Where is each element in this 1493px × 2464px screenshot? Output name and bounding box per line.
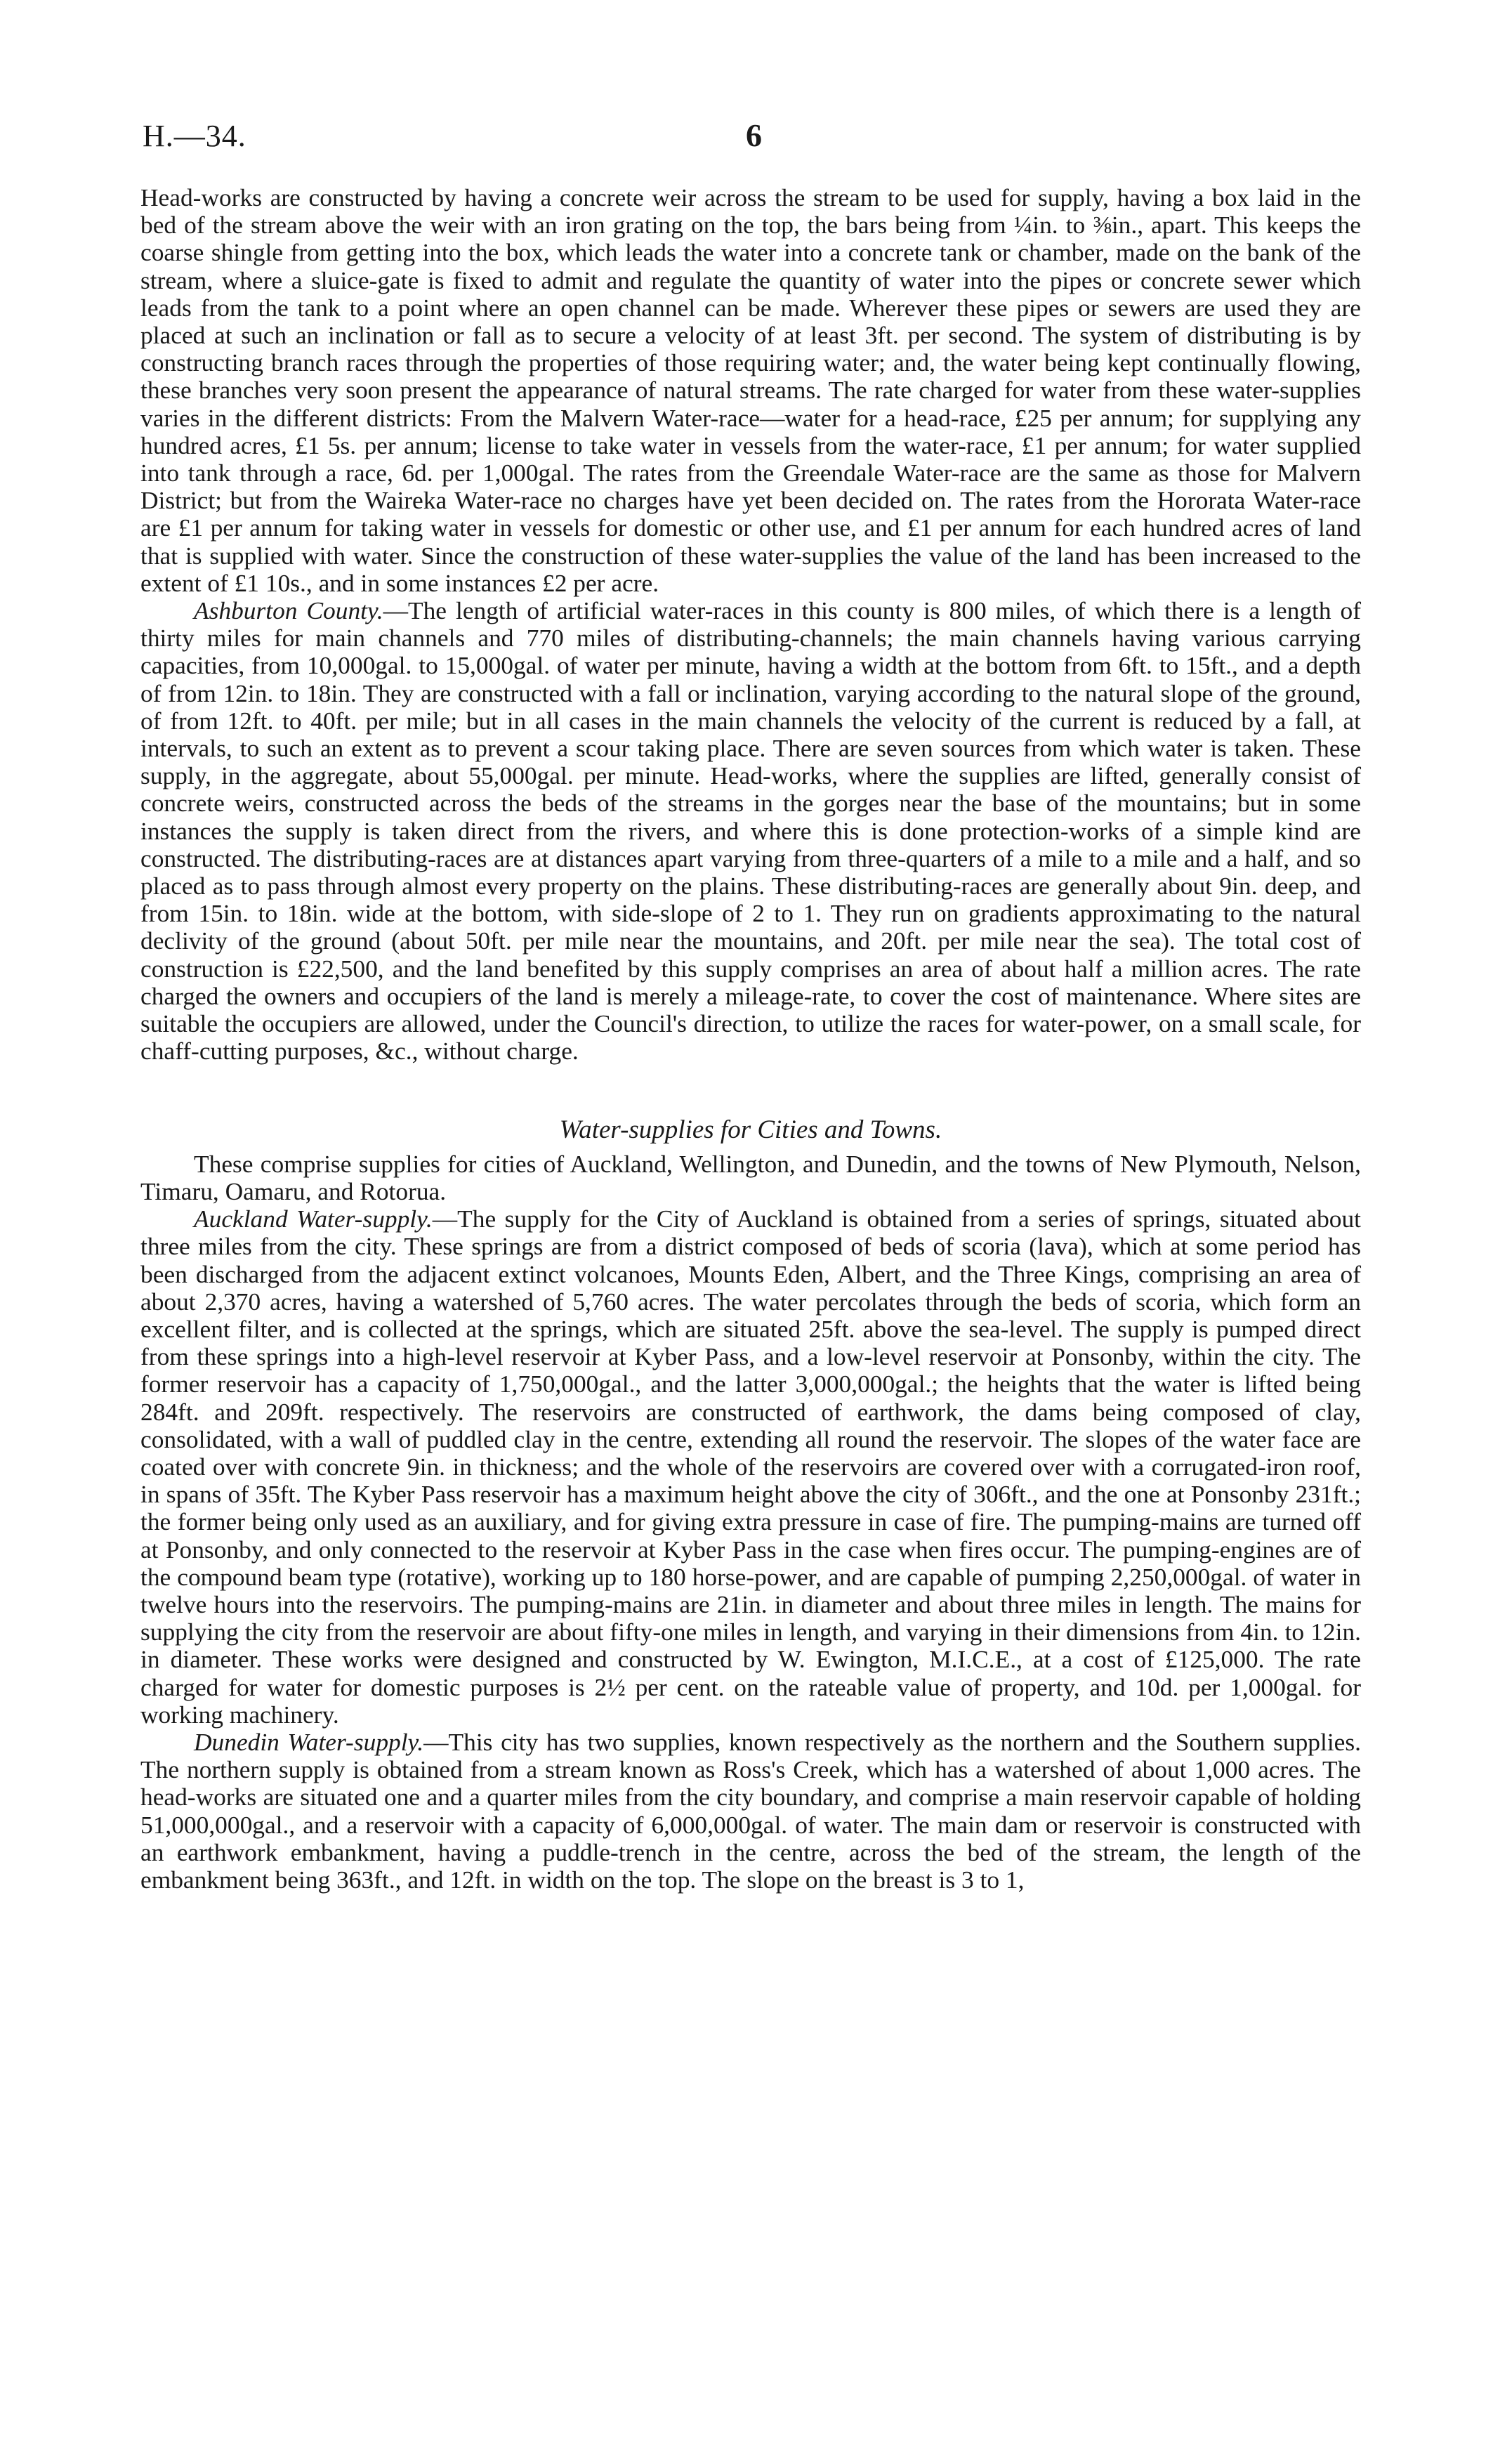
page-reference: H.—34. — [143, 119, 246, 153]
page-number: 6 — [746, 117, 762, 153]
auckland-lead: Auckland Water-supply. — [194, 1205, 433, 1233]
dunedin-text: —This city has two supplies, known respectively as the northern and the Southern supplies. The northern supply is obtained from a stream known as Ross's Creek, which has a watershed of about 1,000 acres. The head-works are situated one and a quarter miles from the city boundary, and comprise a main reservoir capable of holding 51,000,000gal., and a reservoir with a capacity of 6,000,000gal. of water. The main dam or reservoir is constructed with an earthwork embankment, having a puddle-trench in the centre, across the bed of the stream, the length of the embankment being 363ft., and 12ft. in width on the top. The slope on the breast is 3 to 1, — [140, 1727, 1361, 1894]
body-text — [140, 184, 1361, 1894]
section-heading: Water-supplies for Cities and Towns. — [559, 1115, 942, 1144]
dunedin-lead: Dunedin Water-supply. — [194, 1727, 424, 1756]
ashburton-lead: Ashburton County. — [194, 596, 383, 625]
paragraph-dunedin — [140, 1729, 1361, 1894]
ashburton-text: —The length of artificial water-races in this county is 800 miles, of which there is a length of thirty miles for main channels and 770 miles of distributing-channels; the main channels having various carrying capacities, from 10,000gal. to 15,000gal. of water per minute, having a width at the bottom from 6ft. to 15ft., and a depth of from 12in. to 18in. They are constructed with a fall or inclination, varying according to the natural slope of the ground, of from 12ft. to 40ft. per mile; but in all cases in the main channels the velocity of the current is reduced by a fall, at intervals, to such an extent as to prevent a scour taking place. There are seven sources from which water is taken. These supply, in the aggregate, about 55,000gal. per minute. Head-works, where the supplies are lifted, generally consist of concrete weirs, constructed across the beds of the streams in the gorges near the base of the mountains; but in some instances the supply is taken direct from the rivers, and where this is done protection-works of a simple kind are constructed. The distributing-races are at distances apart varying from three-quarters of a mile to a mile and a half, and so placed as to pass through almost every property on the plains. These distributing-races are generally about 9in. deep, and from 15in. to 18in. wide at the bottom, with side-slope of 2 to 1. They run on gradients approximating to the natural declivity of the ground (about 50ft. per mile near the mountains, and 20ft. per mile near the sea). The total cost of construction is £22,500, and the land benefited by this supply comprises an area of about half a million acres. The rate charged the owners and occupiers of the land is merely a mileage-rate, to cover the cost of maintenance. Where sites are suitable the occupiers are allowed, under the Council's direction, to utilize the races for water-power, on a small scale, for chaff-cutting purposes, &c., without charge. — [140, 596, 1362, 1066]
paragraph-head-works: Head-works are constructed by having a concrete weir across the stream to be used for supply, having a box laid in the bed of the stream above the weir with an iron grating on the top, the bars being from ¼in. to ⅜in., apart. This keeps the coarse shingle from getting into the box, which leads the water into a concrete tank or chamber, made on the bank of the stream, where a sluice-gate is fixed to admit and regulate the quantity of water into the pipes or concrete sewer which leads from the tank to a point where an open channel can be made. Wherever these pipes or sewers are used they are placed at such an inclination or fall as to secure a velocity of at least 3ft. per second. The system of distributing is by constructing branch races through the properties of those requiring water; and, the water being kept continually flowing, these branches very soon present the appearance of natural streams. The rate charged for water from these water-supplies varies in the different districts: From the Malvern Water-race—water for a head-race, £25 per annum; for supplying any hundred acres, £1 5s. per annum; license to take water in vessels from the water-race, £1 per annum; for water supplied into tank through a race, 6d. per 1,000gal. The rates from the Greendale Water-race are the same as those for Malvern District; but from the Waireka Water-race no charges have yet been decided on. The rates from the Hororata Water-race are £1 per annum for taking water in vessels for domestic or other use, and £1 per annum for each hundred acres of land that is supplied with water. Since the construction of these water-supplies the value of the land has been increased to the extent of £1 10s., and in some instances £2 per acre. — [140, 183, 1361, 597]
paragraph-auckland — [140, 1205, 1361, 1729]
auckland-text: —The supply for the City of Auckland is obtained from a series of springs, situated about three miles from the city. These springs are from a district composed of beds of scoria (lava), which at some period has been discharged from the adjacent extinct volcanoes, Mounts Eden, Albert, and the Three Kings, comprising an area of about 2,370 acres, having a watershed of 5,760 acres. The water percolates through the beds of scoria, which form an excellent filter, and is collected at the springs, which are situated 25ft. above the sea-level. The supply is pumped direct from these springs into a high-level reservoir at Kyber Pass, and a low-level reservoir at Ponsonby, within the city. The former reservoir has a capacity of 1,750,000gal., and the latter 3,000,000gal.; the heights that the water is lifted being 284ft. and 209ft. respectively. The reservoirs are constructed of earthwork, the dams being composed of clay, consolidated, with a wall of puddled clay in the centre, extending all round the reservoir. The slopes of the water face are coated over with concrete 9in. in thickness; and the whole of the reservoirs are covered over with a corrugated-iron roof, in spans of 35ft. The Kyber Pass reservoir has a maximum height above the city of 306ft., and the one at Ponsonby 231ft.; the former being only used as an auxiliary, and for giving extra pressure in case of fire. The pumping-mains are turned off at Ponsonby, and only connected to the reservoir at Kyber Pass in the case when fires occur. The pumping-engines are of the compound beam type (rotative), working up to 180 horse-power, and are capable of pumping 2,250,000gal. of water in twelve hours into the reservoirs. The pumping-mains are 21in. in diameter and about three miles in length. The mains for supplying the city from the reservoir are about fifty-one miles in length, and varying in their dimensions from 4in. to 12in. in diameter. These works were designed and constructed by W. Ewington, M.I.C.E., at a cost of £125,000. The rate charged for water for domestic purposes is 2½ per cent. on the rateable value of property, and 10d. per 1,000gal. for working machinery. — [140, 1205, 1361, 1729]
paragraph-intro: These comprise supplies for cities of Auckland, Wellington, and Dunedin, and the towns of New Plymouth, Nelson, Timaru, Oamaru, and Rotorua. — [140, 1149, 1361, 1205]
paragraph-ashburton — [140, 597, 1361, 1065]
